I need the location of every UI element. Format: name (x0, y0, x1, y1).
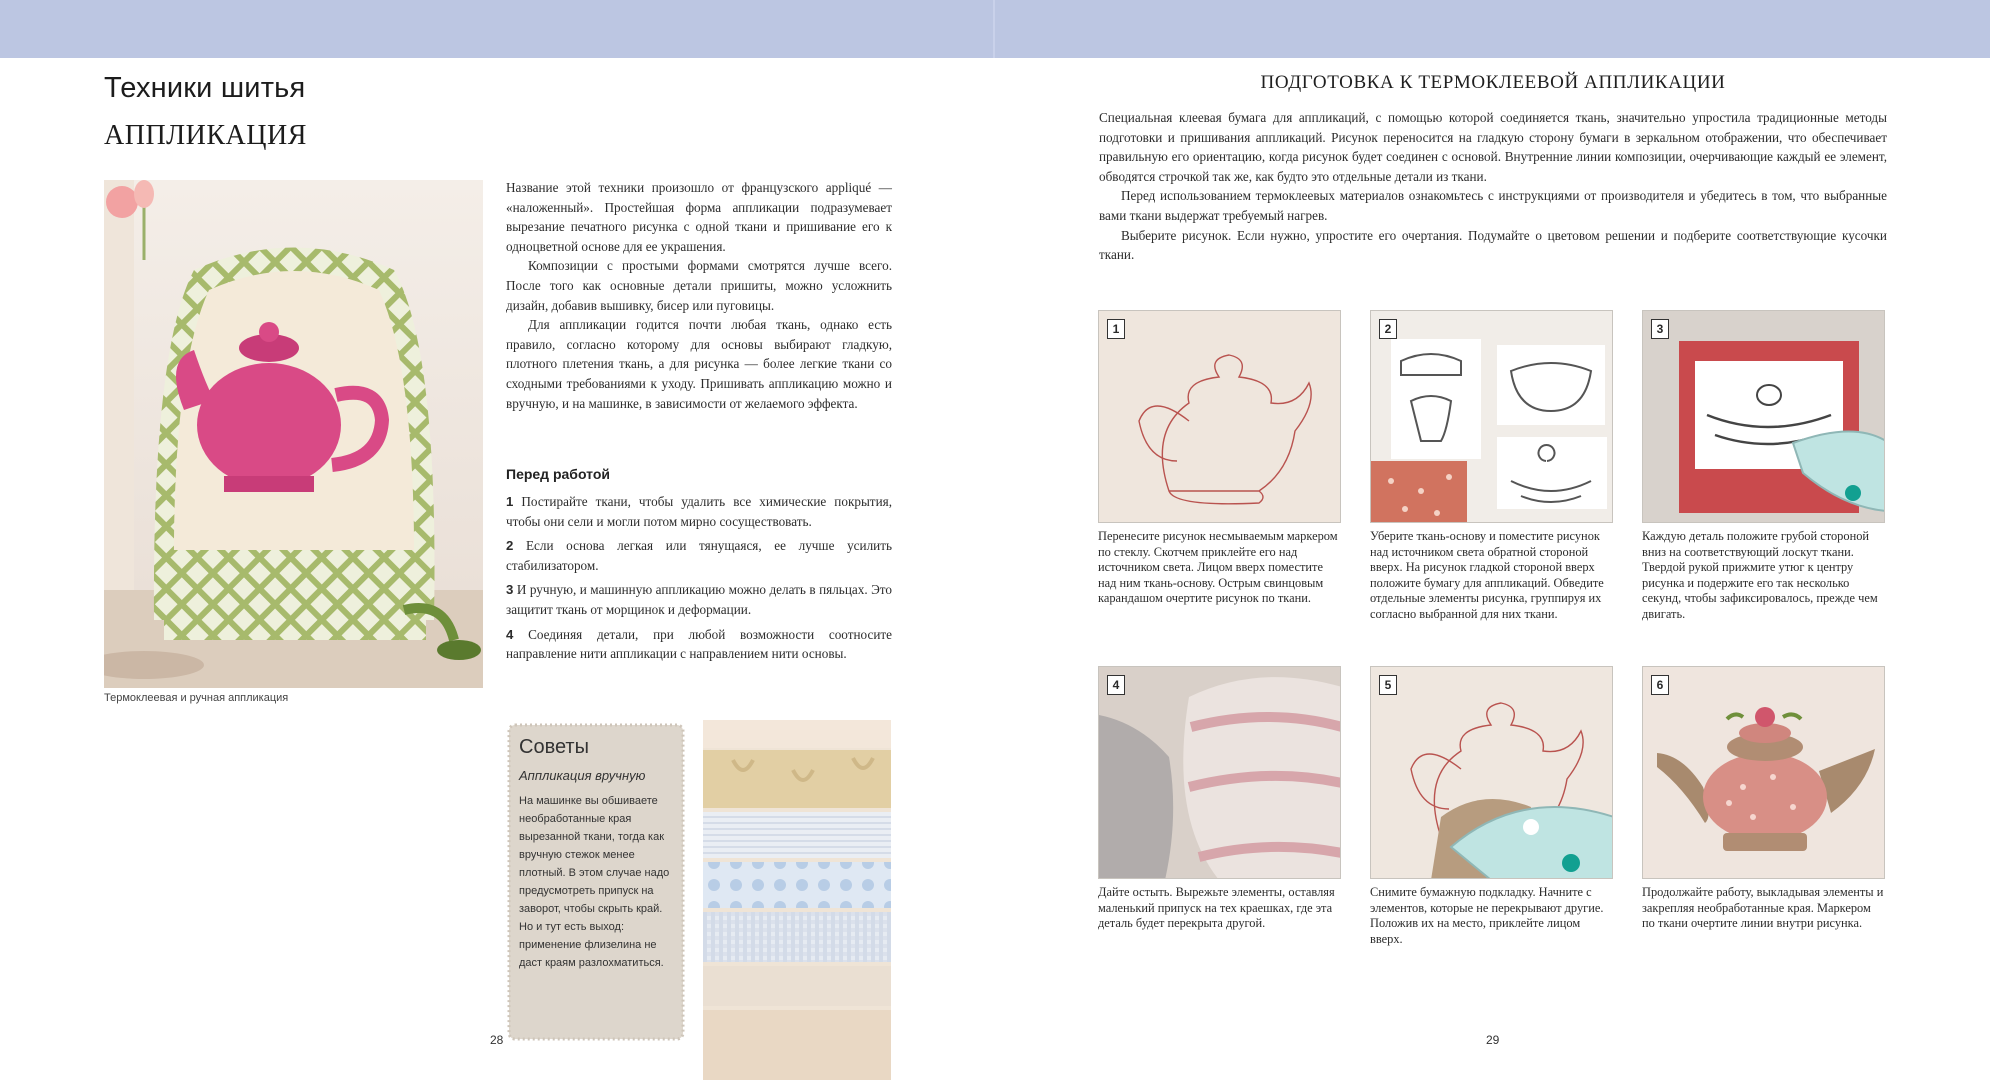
step-text: Соединяя детали, при любой возможности соотносите направление нити аппликации с направлением нити основы. (506, 626, 892, 662)
intro-text (506, 178, 892, 413)
step-caption: Уберите ткань-основу и поместите рисунок над источником света обратной стороной вверх. На рисунок гладкой стороной вверх положите бумагу для аппликаций. Обведите отдельные элементы рисунка, группируя их согласно выбранной для них ткани. (1370, 529, 1604, 621)
section-title: Техники шитья (104, 72, 306, 104)
step-caption: Снимите бумажную подкладку. Начните с элементов, которые не перекрывают другие. Положив их на место, приклейте лицом вверх. (1370, 885, 1604, 946)
step-1-image (1098, 310, 1341, 523)
step-item (506, 625, 892, 664)
step-5-image (1370, 666, 1613, 879)
before-work-heading: Перед работой (506, 466, 610, 482)
intro-paragraph: Перед использованием термоклеевых материалов ознакомьтесь с инструкциями от производителя и убедитесь в том, что выбранные вами ткани выдержат требуемый нагрев. (1099, 188, 1887, 223)
step-number-badge: 4 (1107, 675, 1125, 695)
step-text: Постирайте ткани, чтобы удалить все химические покрытия, чтобы они сели и могли потом мирно сосуществовать. (506, 494, 892, 529)
section-subtitle: АППЛИКАЦИЯ (104, 120, 307, 151)
step-item (506, 492, 892, 531)
step-number: 1 (506, 494, 514, 509)
step-text: Если основа легкая или тянущаяся, ее лучше усилить стабилизатором. (506, 538, 892, 573)
ironing-pieces-drawing (1643, 311, 1885, 523)
right-intro-text (1099, 108, 1887, 265)
page-number: 29 (1486, 1033, 1500, 1047)
tea-cozy-illustration (104, 180, 483, 688)
step-item (506, 580, 892, 619)
left-page (0, 58, 994, 1080)
intro-paragraph: Название этой техники произошло от французского appliqué — «наложенный». Простейшая форма аппликации подразумевает вырезание печатного рисунка с одной ткани и пришивание его к одноцветной основе для ее украшения. (506, 180, 892, 254)
step-item (506, 536, 892, 575)
step-4-image (1098, 666, 1341, 879)
top-color-band (0, 0, 1990, 58)
intro-paragraph: Специальная клеевая бумага для аппликаций, с помощью которой соединяется ткань, значительно упростила традиционные методы подготовки и пришивания аппликаций. Рисунок переносится на гладкую сторону бумаги в зеркальном отображении, что обеспечивает правильную его ориентацию, когда рисунок будет соединен с основой. Внутренние линии композиции, очерчивающие каждый ее элемент, обводятся строчкой так же, как будто это отдельные детали из ткани. (1099, 110, 1887, 184)
tea-cozy-photo (104, 180, 483, 688)
book-gutter (993, 0, 995, 58)
step-text: И ручную, и машинную аппликацию можно делать в пяльцах. Это защитит ткань от морщинок и деформации. (506, 582, 892, 617)
step-number: 3 (506, 582, 514, 598)
step-caption: Каждую деталь положите грубой стороной вниз на соответствующий лоскут ткани. Твердой рукой прижмите утюг к центру рисунка и подержите его так несколько секунд, чтобы зафиксировалось, прежде чем двигать. (1642, 529, 1878, 621)
step-number-badge: 6 (1651, 675, 1669, 695)
step-5 (1370, 666, 1613, 947)
step-caption: Дайте остыть. Вырежьте элементы, оставляя маленький припуск на тех краешках, где эта деталь будет перекрыта другой. (1098, 885, 1335, 931)
fabric-stack-illustration (703, 720, 891, 1080)
tips-text: На машинке вы обшиваете необработанные края вырезанной ткани, тогда как вручную стежок менее плотный. В этом случае надо предусмотреть припуск на заворот, чтобы скрыть край. Но и тут есть выход: применение флизелина не даст краям разлохматиться. (519, 795, 670, 969)
step-number: 2 (506, 538, 514, 554)
placing-pieces-drawing (1371, 667, 1613, 879)
step-number-badge: 1 (1107, 319, 1125, 339)
step-1 (1098, 310, 1341, 607)
tips-card (506, 722, 686, 1042)
step-6 (1642, 666, 1885, 932)
page-number: 28 (490, 1033, 504, 1047)
step-3 (1642, 310, 1885, 623)
intro-paragraph: Выберите рисунок. Если нужно, упростите его очертания. Подумайте о цветовом решении и подберите соответствующие кусочки ткани. (1099, 227, 1887, 263)
step-number-badge: 2 (1379, 319, 1397, 339)
intro-paragraph: Композиции с простыми формами смотрятся лучше всего. После того как основные детали пришиты, можно усложнить дизайн, добавив вышивку, бисер или пуговицы. (506, 258, 892, 313)
right-page (996, 58, 1990, 1080)
step-2-image (1370, 310, 1613, 523)
step-number: 4 (506, 626, 514, 642)
tips-subtitle: Аппликация вручную (519, 768, 646, 783)
intro-paragraph: Для аппликации годится почти любая ткань, однако есть правило, согласно которому для основы выбирают гладкую, плотного плетения ткань, а для рисунка — более легкие ткани со сходными требованиями к уходу. Пришивать аппликацию можно и вручную, и на машинке, в зависимости от желаемого эффекта. (506, 317, 892, 411)
finished-teapot-drawing (1643, 667, 1885, 879)
before-work-steps (506, 492, 892, 669)
step-number-badge: 3 (1651, 319, 1669, 339)
paper-pieces-drawing (1371, 311, 1613, 523)
teapot-outline-drawing (1099, 311, 1341, 523)
step-caption: Перенесите рисунок несмываемым маркером по стеклу. Скотчем приклейте его над источником света. Лицом вверх поместите над ним ткань-основу. Острым свинцовым карандашом очертите рисунок по ткани. (1098, 529, 1338, 606)
step-2 (1370, 310, 1613, 623)
step-6-image (1642, 666, 1885, 879)
tips-title: Советы (519, 736, 589, 758)
photo-caption: Термоклеевая и ручная аппликация (104, 692, 289, 704)
fabric-stack-photo (703, 720, 891, 1080)
right-page-title: ПОДГОТОВКА К ТЕРМОКЛЕЕВОЙ АППЛИКАЦИИ (1260, 72, 1726, 93)
step-number-badge: 5 (1379, 675, 1397, 695)
step-3-image (1642, 310, 1885, 523)
step-4 (1098, 666, 1341, 932)
cut-pieces-drawing (1099, 667, 1341, 879)
step-caption: Продолжайте работу, выкладывая элементы и закрепляя необработанные края. Маркером по ткани очертите линии внутри рисунка. (1642, 885, 1884, 931)
